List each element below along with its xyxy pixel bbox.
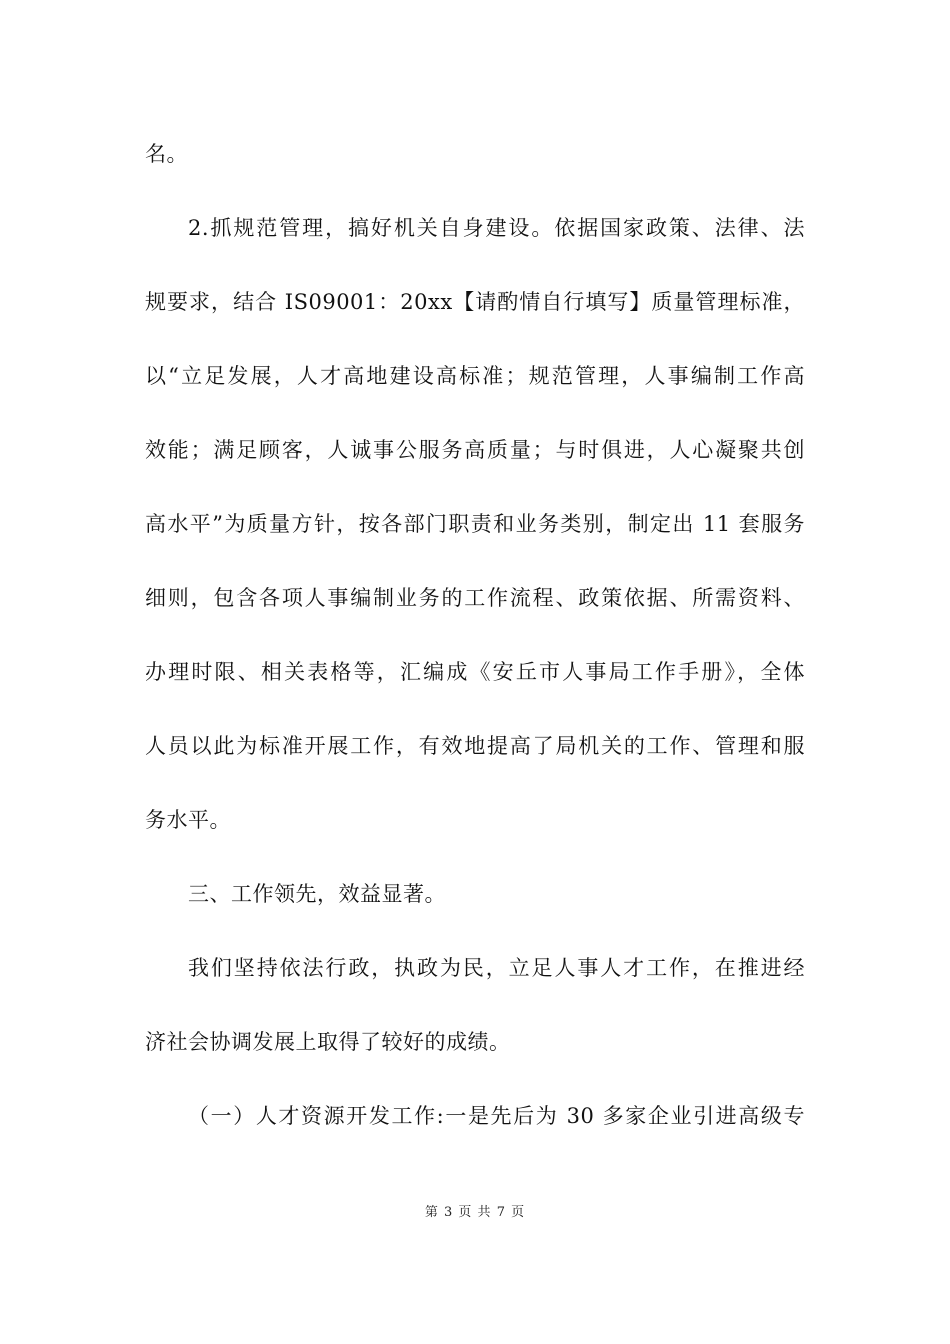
text-line: 规要求，结合 IS09001：20xx【请酌情自行填写】质量管理标准， bbox=[145, 290, 805, 314]
text-line: 名。 bbox=[145, 142, 188, 166]
text-line: （一）人才资源开发工作:一是先后为 30 多家企业引进高级专 bbox=[188, 1104, 805, 1128]
section-heading: 三、工作领先，效益显著。 bbox=[188, 882, 446, 906]
page-number-footer: 第 3 页 共 7 页 bbox=[424, 1205, 526, 1220]
text-line: 务水平。 bbox=[145, 808, 231, 832]
text-line: 济社会协调发展上取得了较好的成绩。 bbox=[145, 1030, 511, 1054]
text-line: 高水平”为质量方针，按各部门职责和业务类别，制定出 11 套服务 bbox=[145, 512, 805, 536]
text-line: 我们坚持依法行政，执政为民，立足人事人才工作，在推进经 bbox=[188, 956, 805, 980]
text-line: 办理时限、相关表格等，汇编成《安丘市人事局工作手册》，全体 bbox=[145, 660, 805, 684]
text-line: 细则，包含各项人事编制业务的工作流程、政策依据、所需资料、 bbox=[145, 586, 805, 610]
text-line: 2.抓规范管理，搞好机关自身建设。依据国家政策、法律、法 bbox=[188, 216, 805, 240]
text-line: 效能；满足顾客，人诚事公服务高质量；与时俱进，人心凝聚共创 bbox=[145, 438, 805, 462]
text-line: 人员以此为标准开展工作，有效地提高了局机关的工作、管理和服 bbox=[145, 734, 805, 758]
text-line: 以“立足发展，人才高地建设高标准；规范管理，人事编制工作高 bbox=[145, 364, 805, 388]
